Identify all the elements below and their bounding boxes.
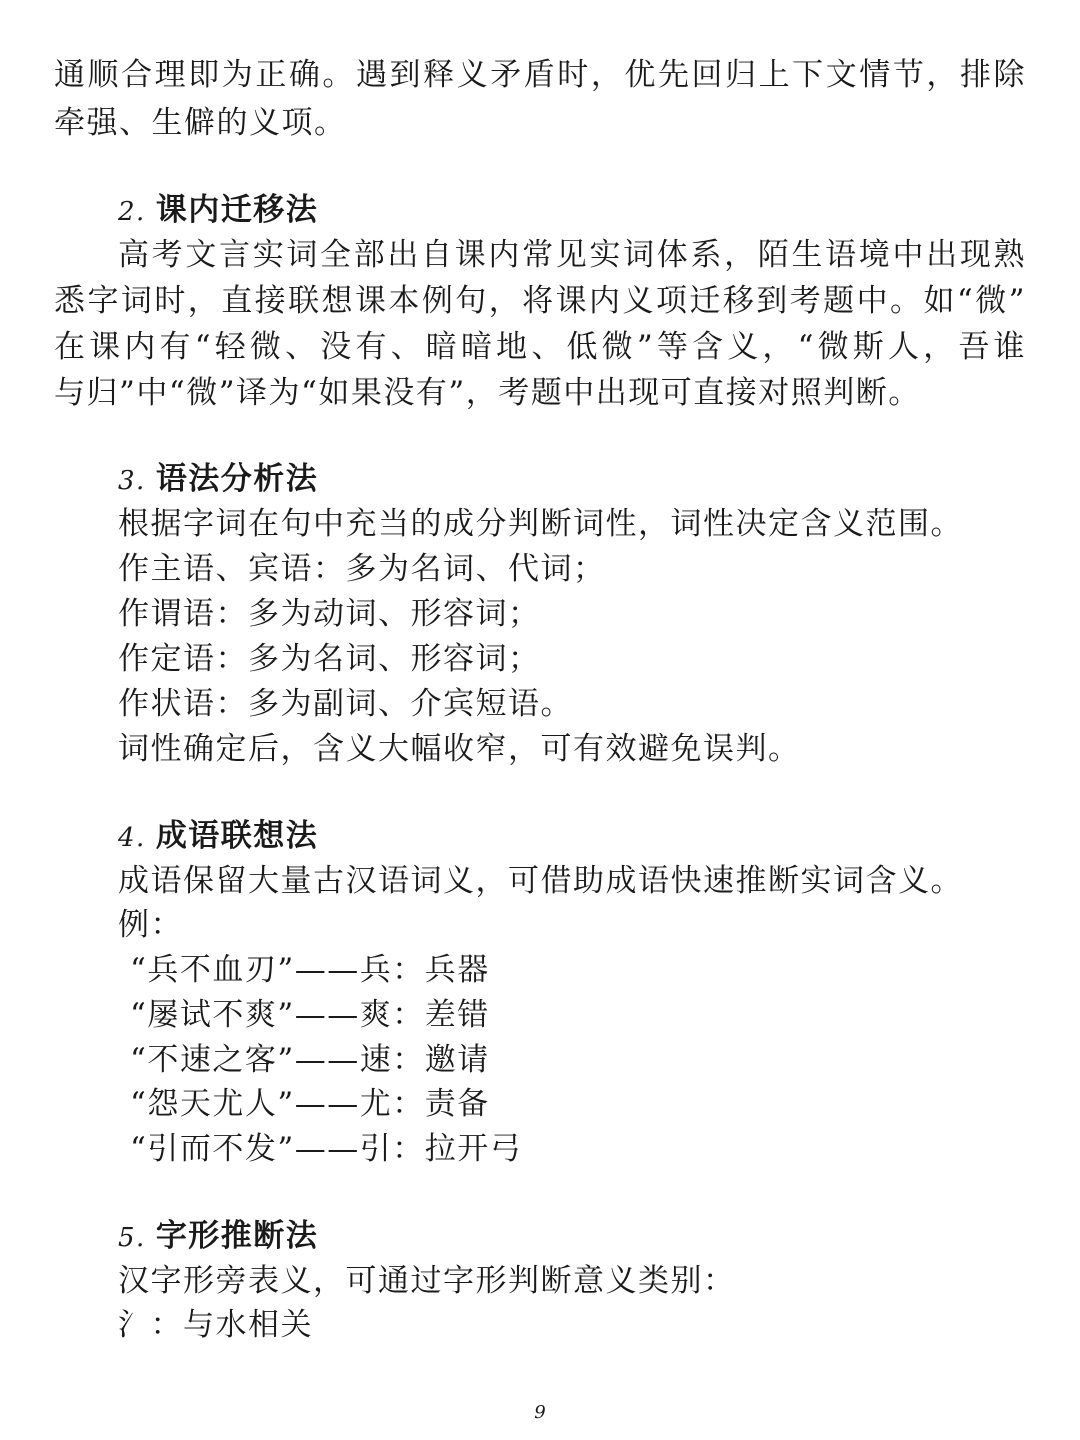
section-3-heading xyxy=(118,456,318,504)
section-5-line-1: 汉字形旁表义，可通过字形判断意义类别： xyxy=(118,1263,736,1299)
section-4-line-1: 成语保留大量古汉语词义，可借助成语快速推断实词含义。 xyxy=(118,863,963,899)
section-5-number: 5. xyxy=(118,1223,146,1253)
section-3-line-5: 作状语：多为副词、介宾短语。 xyxy=(118,686,573,722)
section-4-number: 4. xyxy=(118,823,146,853)
idiom-example: “引而不发”——引：拉开弓 xyxy=(130,1131,523,1167)
section-2-line-3: 在课内有“轻微、没有、暗暗地、低微”等含义，“微斯人，吾谁 xyxy=(54,329,1026,365)
section-3-title: 语法分析法 xyxy=(155,461,319,497)
section-5-heading xyxy=(118,1213,318,1261)
section-2-line-4: 与归”中“微”译为“如果没有”，考题中出现可直接对照判断。 xyxy=(54,375,921,411)
section-2-title: 课内迁移法 xyxy=(155,192,319,228)
idiom-example: “屡试不爽”——爽：差错 xyxy=(130,997,490,1033)
section-3-line-6: 词性确定后，含义大幅收窄，可有效避免误判。 xyxy=(118,731,801,767)
idiom-example: “怨天尤人”——尤：责备 xyxy=(130,1086,490,1122)
section-5-line-2: 氵：与水相关 xyxy=(118,1307,313,1343)
intro-line-1: 通顺合理即为正确。遇到释义矛盾时，优先回归上下文情节，排除 xyxy=(54,57,1026,93)
section-3-line-4: 作定语：多为名词、形容词； xyxy=(118,641,541,677)
section-2-number: 2. xyxy=(118,197,146,227)
section-3-line-3: 作谓语：多为动词、形容词； xyxy=(118,596,541,632)
section-5-title: 字形推断法 xyxy=(155,1218,319,1254)
section-2-line-1: 高考文言实词全部出自课内常见实词体系，陌生语境中出现熟 xyxy=(118,237,1026,273)
section-4-line-2: 例： xyxy=(118,907,183,943)
section-2-line-2: 悉字词时，直接联想课本例句，将课内义项迁移到考题中。如“微” xyxy=(54,283,1026,319)
section-3-line-1: 根据字词在句中充当的成分判断词性，词性决定含义范围。 xyxy=(118,506,963,542)
idiom-example: “兵不血刃”——兵：兵器 xyxy=(130,952,490,988)
section-3-number: 3. xyxy=(118,466,146,496)
page-number: 9 xyxy=(534,1402,546,1423)
intro-line-2: 牵强、生僻的义项。 xyxy=(54,105,347,141)
section-3-line-2: 作主语、宾语：多为名词、代词； xyxy=(118,551,606,587)
idiom-example: “不速之客”——速：邀请 xyxy=(130,1042,490,1078)
section-4-title: 成语联想法 xyxy=(155,818,319,854)
section-4-heading xyxy=(118,813,318,861)
section-2-heading xyxy=(118,187,318,235)
